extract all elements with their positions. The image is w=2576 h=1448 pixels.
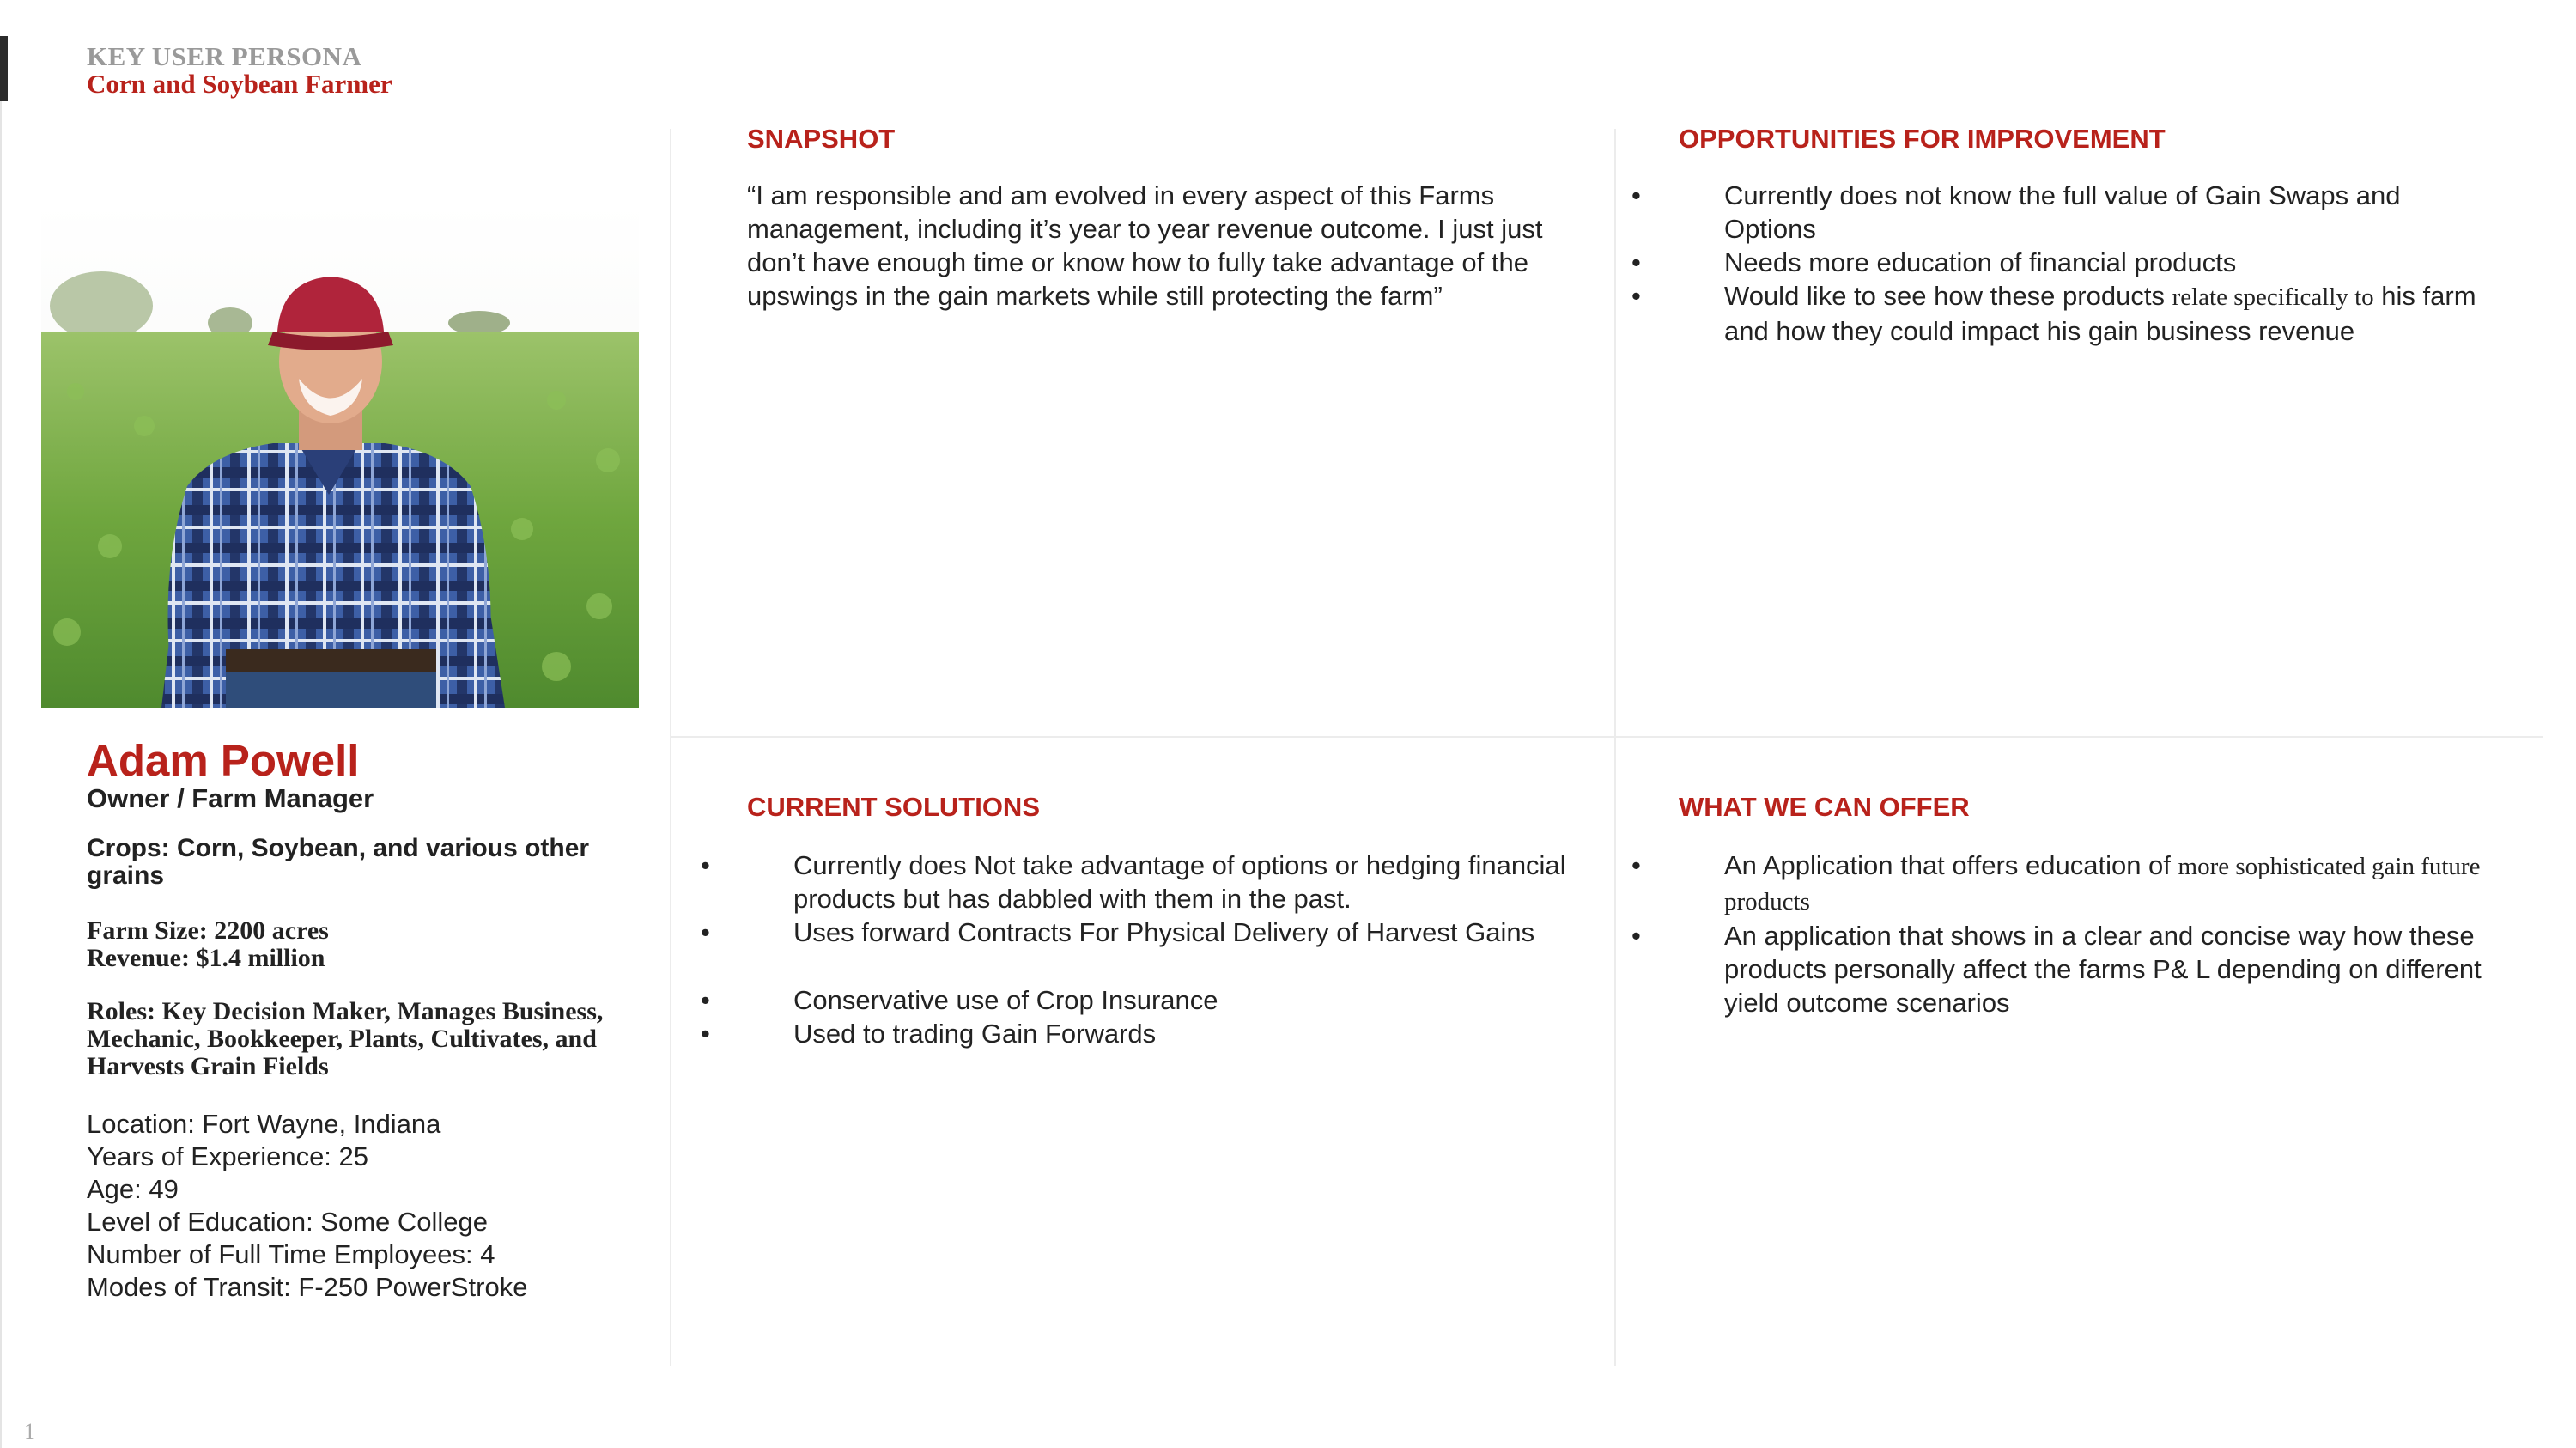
list-item: • Needs more education of financial products xyxy=(1631,246,2490,279)
detail-experience: Years of Experience: 25 xyxy=(87,1141,369,1171)
list-item xyxy=(1631,279,2490,348)
list-item: • An application that shows in a clear and concise way how these products personally affect the farms P& L depending on different yield outcome scenarios xyxy=(1631,919,2490,1019)
page-number: 1 xyxy=(24,1419,35,1444)
persona-kicker: KEY USER PERSONA xyxy=(87,41,362,71)
opportunities-title: OPPORTUNITIES FOR IMPROVEMENT xyxy=(1679,124,2166,154)
list-item xyxy=(1631,849,2490,919)
list-item-text-serif: relate specifically to xyxy=(2172,283,2374,311)
offer-title: WHAT WE CAN OFFER xyxy=(1679,792,1970,822)
slide-edge-marker xyxy=(0,36,8,101)
list-item: • Conservative use of Crop Insurance xyxy=(701,983,1577,1017)
persona-subtitle: Corn and Soybean Farmer xyxy=(87,69,392,99)
farmer-photo-illustration xyxy=(41,203,639,708)
opportunities-list xyxy=(1631,179,2490,348)
detail-education: Level of Education: Some College xyxy=(87,1207,489,1237)
detail-location: Location: Fort Wayne, Indiana xyxy=(87,1109,441,1139)
column-divider-right xyxy=(1614,129,1616,1366)
farm-size: Farm Size: 2200 acres xyxy=(87,916,329,945)
row-divider xyxy=(671,736,2543,738)
persona-roles: Roles: Key Decision Maker, Manages Business, Mechanic, Bookkeeper, Plants, Cultivates, and Harvests Grain Fields xyxy=(87,997,604,1080)
list-item-text: Would like to see how these products xyxy=(1724,281,2172,311)
revenue: Revenue: $1.4 million xyxy=(87,944,325,972)
farmer-photo xyxy=(41,203,639,708)
persona-crops: Crops: Corn, Soybean, and various other grains xyxy=(87,834,590,890)
detail-transit: Modes of Transit: F-250 PowerStroke xyxy=(87,1272,528,1302)
list-item: • Currently does Not take advantage of options or hedging financial products but has dabbled with them in the past. xyxy=(701,849,1577,916)
column-divider-left xyxy=(670,129,671,1366)
persona-details xyxy=(87,1108,527,1304)
detail-employees: Number of Full Time Employees: 4 xyxy=(87,1239,495,1269)
list-item: • Used to trading Gain Forwards xyxy=(701,1017,1577,1050)
offer-list xyxy=(1631,849,2490,1019)
list-item: • Uses forward Contracts For Physical Delivery of Harvest Gains xyxy=(701,916,1577,949)
snapshot-title: SNAPSHOT xyxy=(747,124,896,154)
current-solutions-list xyxy=(701,849,1577,1050)
persona-name: Adam Powell xyxy=(87,736,360,785)
list-item-text: An Application that offers education of xyxy=(1724,850,2178,880)
persona-role: Owner / Farm Manager xyxy=(87,783,374,813)
snapshot-quote: “I am responsible and am evolved in every aspect of this Farms management, including it’s year to year revenue outcome. I just just don’t have enough time or know how to fully take advantage of the upswings in the gain markets while still protecting the farm” xyxy=(747,180,1543,311)
list-item-text-serif: more sophisticated gain future products xyxy=(1724,853,2481,916)
current-solutions-title: CURRENT SOLUTIONS xyxy=(747,792,1040,822)
detail-age: Age: 49 xyxy=(87,1174,179,1204)
persona-farm-stats xyxy=(87,917,329,972)
list-item: • Currently does not know the full value of Gain Swaps and Options xyxy=(1631,179,2490,246)
slide-edge-line xyxy=(0,101,2,1448)
list-item-text: his farm and how they could impact his gain business revenue xyxy=(1724,281,2476,346)
